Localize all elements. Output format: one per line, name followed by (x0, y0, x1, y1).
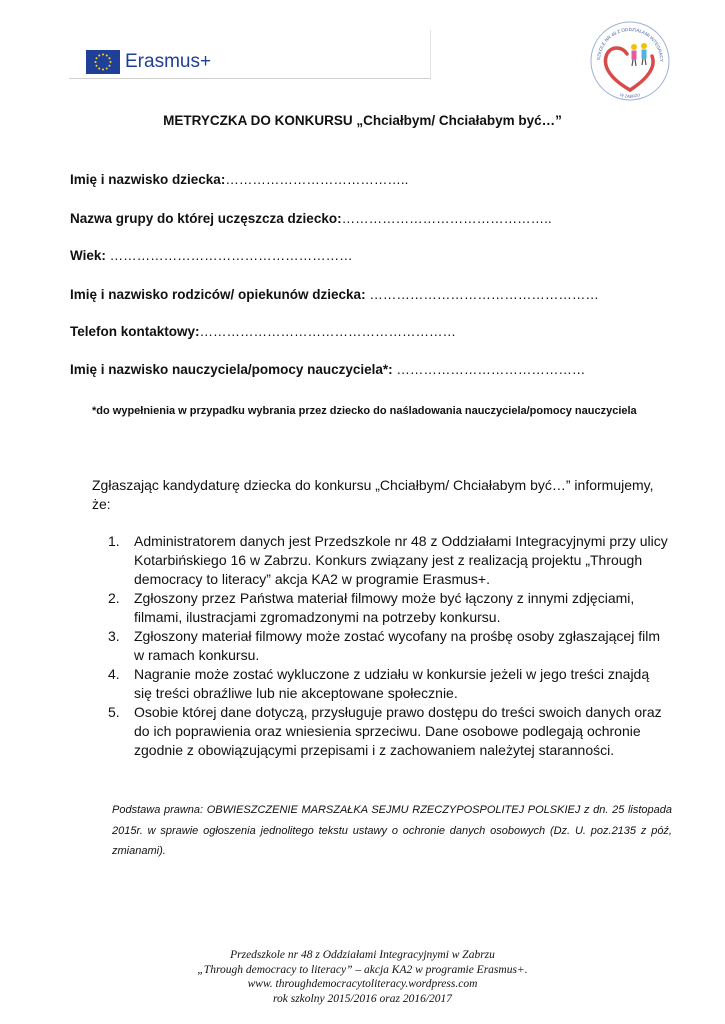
school-logo (589, 20, 671, 102)
eu-flag-icon (86, 50, 120, 74)
field-blank: …………………………………………… (369, 287, 599, 302)
teacher-name-field (70, 361, 670, 379)
erasmus-logo (86, 50, 211, 74)
footnote: *do wypełnienia w przypadku wybrania przez dziecko do naśladowania nauczyciela/pomocy nauczyciela (92, 405, 637, 417)
clause-number: 2. (108, 590, 120, 606)
clause-text: Zgłoszony materiał filmowy może zostać wycofany na prośbę osoby zgłaszającej film w ramach konkursu. (134, 628, 660, 663)
footer-school-year: rok szkolny 2015/2016 oraz 2016/2017 (272, 992, 453, 1005)
field-label: Imię i nazwisko rodziców/ opiekunów dziecka: (70, 287, 370, 302)
clause-text: Administratorem danych jest Przedszkole nr 48 z Oddziałami Integracyjnymi przy ulicy Kotarbińskiego 16 w Zabrzu. Konkurs związany jest z realizacją projektu „Through democracy to literacy” akcja KA2 w programie Erasmus+. (134, 533, 668, 587)
page-footer (0, 948, 725, 1006)
field-label: Nazwa grupy do której uczęszcza dziecko: (70, 211, 342, 226)
erasmus-wordmark: Erasmus+ (125, 51, 212, 72)
intro-paragraph: Zgłaszając kandydaturę dziecka do konkursu „Chciałbym/ Chciałabym być…” informujemy, że: (92, 477, 654, 512)
clause-number: 3. (108, 628, 120, 644)
list-item (108, 703, 668, 760)
field-blank: …………………………………… (396, 362, 586, 377)
parents-name-field (70, 286, 670, 304)
field-label: Imię i nazwisko dziecka: (70, 172, 226, 187)
list-item (108, 665, 668, 703)
field-label: Imię i nazwisko nauczyciela/pomocy nauczyciela*: (70, 362, 397, 377)
child-name-field (70, 171, 670, 189)
clause-text: Zgłoszony przez Państwa materiał filmowy może być łączony z innymi zdjęciami, filmami, ilustracjami zgromadzonymi na potrzeby konkursu. (134, 590, 635, 625)
consent-clauses (108, 532, 668, 760)
legal-basis: Podstawa prawna: OBWIESZCZENIE MARSZAŁKA SEJMU RZECZYPOSPOLITEJ POLSKIEJ z dn. 25 listopada 2015r. w sprawie ogłoszenia jednolitego tekstu ustawy o ochronie danych osobowych (Dz. U. poz.2135 z póź, zmianami). (112, 804, 672, 857)
field-blank: ………………………………………………… (199, 324, 457, 339)
list-item (108, 532, 668, 589)
phone-field (70, 323, 670, 341)
field-blank: ……………………………………….. (341, 211, 552, 226)
svg-text:PRZEDSZKOLE NR 48 Z ODDZIAŁAMI: SZKOLE NR 48 Z ODDZIAŁAMI INTEGRACY (595, 26, 665, 63)
field-label: Telefon kontaktowy: (70, 324, 200, 339)
clause-text: Nagranie może zostać wykluczone z udziału w konkursie jeżeli w jego treści znajdą się treści obraźliwe lub nie akceptowane społecznie. (134, 666, 650, 701)
clause-number: 1. (108, 533, 120, 549)
list-item (108, 627, 668, 665)
field-blank: ……………………………………………… (109, 248, 353, 263)
clause-number: 4. (108, 666, 120, 682)
footer-project: „Through democracy to literacy” – akcja KA2 w programie Erasmus+. (197, 963, 528, 976)
field-blank: ………………………………….. (225, 172, 409, 187)
clause-number: 5. (108, 704, 120, 720)
school-logo-graphic (589, 20, 671, 102)
list-item (108, 589, 668, 627)
footer-school: Przedszkole nr 48 z Oddziałami Integracyjnymi w Zabrzu (230, 949, 495, 961)
footer-website: www. throughdemocracytoliteracy.wordpress.com (247, 978, 478, 990)
svg-text:W ZABRZU: W ZABRZU (619, 92, 641, 99)
header-vertical-divider (430, 30, 431, 78)
page-title: METRYCZKA DO KONKURSU „Chciałbym/ Chciałabym być…” (163, 113, 562, 128)
group-name-field (70, 210, 670, 228)
header-divider (69, 78, 431, 79)
age-field (70, 247, 670, 265)
clause-text: Osobie której dane dotyczą, przysługuje prawo dostępu do treści swoich danych oraz do ich poprawienia oraz wniesienia sprzeciwu. Dane osobowe podlegają ochronie zgodnie z obowiązującymi przepisami i z zachowaniem należytej staranności. (134, 704, 662, 758)
field-label: Wiek: (70, 248, 110, 263)
